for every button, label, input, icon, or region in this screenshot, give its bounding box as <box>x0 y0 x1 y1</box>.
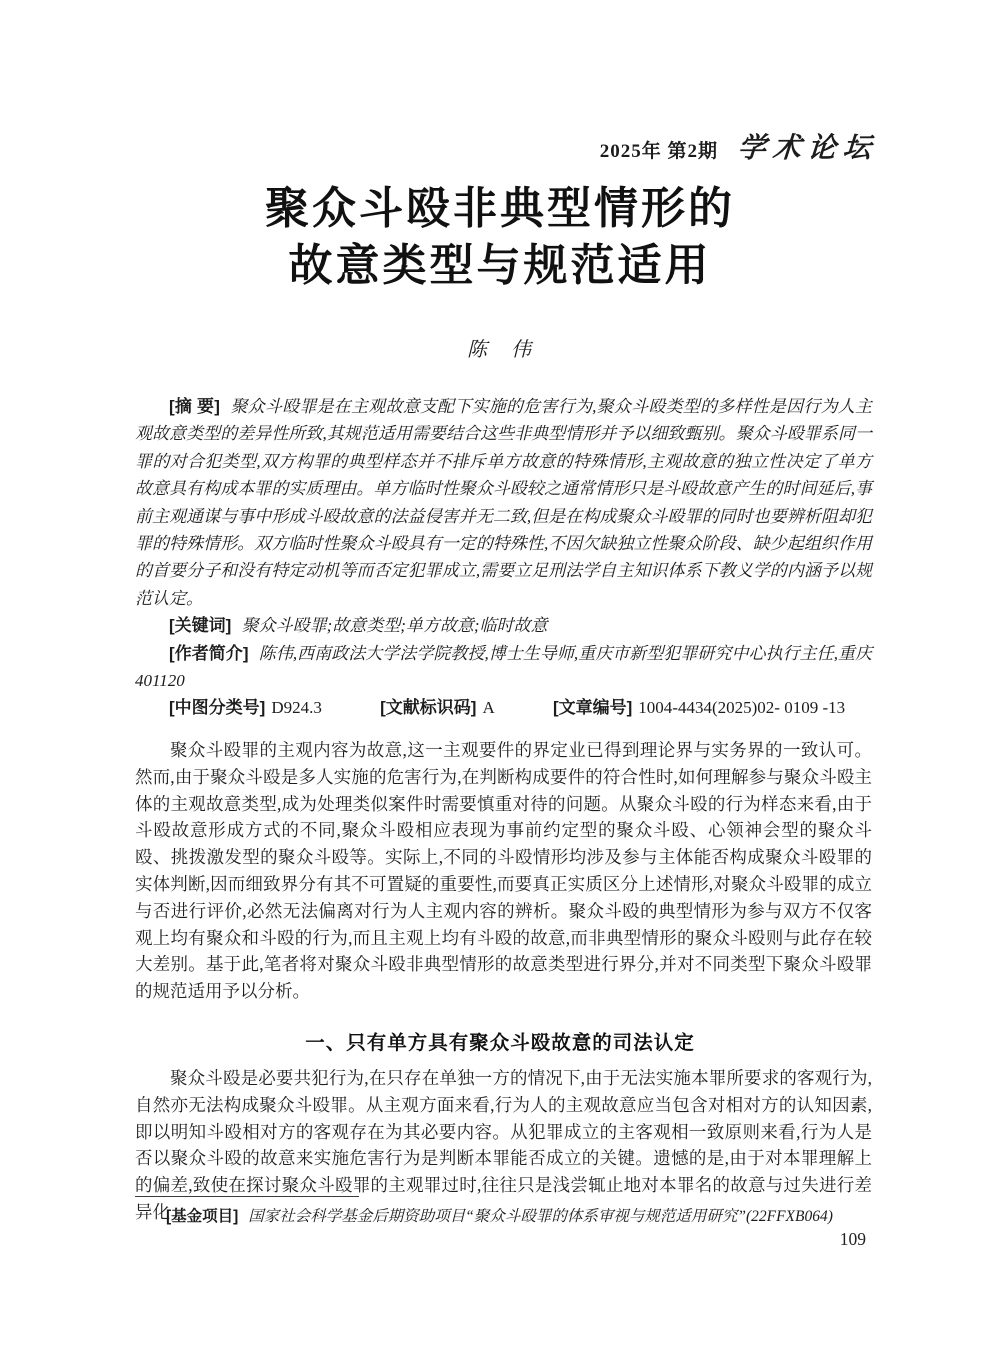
journal-name-calligraphy: 学术论坛 <box>736 133 879 164</box>
page-number: 109 <box>839 1229 866 1249</box>
issue-label: 2025年 第2期 <box>599 141 718 162</box>
body-paragraph-2: 聚众斗殴是必要共犯行为,在只存在单独一方的情况下,由于无法实施本罪所要求的客观行为,自然亦无法构成聚众斗殴罪。从主观方面来看,行为人的主观故意应当包含对相对方的认知因素,即以明知斗殴相对方的客观存在为其必要内容。从犯罪成立的主客观相一致原则来看,行为人是否以聚众斗殴的故意来实施危害行为是判断本罪能否成立的关键。遗憾的是,由于对本罪理解上的偏差,致使在探讨聚众斗殴罪的主观罪过时,往往只是浅尝辄止地对本罪名的故意与过失进行差异化 <box>135 1068 872 1222</box>
article-id-value: 1004-4434(2025)02- 0109 -13 <box>638 698 846 718</box>
abstract-paragraph <box>135 393 872 612</box>
fund-project-label: [基金项目] <box>166 1208 239 1225</box>
keywords-text: 聚众斗殴罪;故意类型;单方故意;临时故意 <box>241 616 548 636</box>
keywords-paragraph <box>135 612 872 639</box>
abstract-text: 聚众斗殴罪是在主观故意支配下实施的危害行为,聚众斗殴类型的多样性是因行为人主观故意类型的差异性所致,其规范适用需要结合这些非典型情形并予以细致甄别。聚众斗殴罪系同一罪的对合犯类型,双方构罪的典型样态并不排斥单方故意的特殊情形,主观故意的独立性决定了单方故意具有构成本罪的实质理由。单方临时性聚众斗殴较之通常情形只是斗殴故意产生的时间延后,事前主观通谋与事中形成斗殴故意的法益侵害并无二致,但是在构成聚众斗殴罪的同时也要辨析阻却犯罪的特殊情形。双方临时性聚众斗殴具有一定的特殊性,不因欠缺独立性聚众阶段、缺少起组织作用的首要分子和没有特定动机等而否定犯罪成立,需要立足刑法学自主知识体系下教义学的内涵予以规范认定。 <box>135 397 873 608</box>
article-title <box>0 180 1000 294</box>
clc-value: D924.3 <box>271 698 322 718</box>
fund-project-text: 国家社会科学基金后期资助项目“聚众斗殴罪的体系审视与规范适用研究”(22FFXB064) <box>248 1208 833 1225</box>
fund-project-note <box>135 1206 872 1228</box>
doc-code-value: A <box>482 698 495 718</box>
footnote-block <box>135 1196 872 1228</box>
meta-block <box>135 393 890 722</box>
article-title-line2: 故意类型与规范适用 <box>288 241 712 290</box>
section-heading-1: 一、只有单方具有聚众斗殴故意的司法认定 <box>305 1032 695 1054</box>
author-bio-text: 陈伟,西南政法大学法学院教授,博士生导师,重庆市新型犯罪研究中心执行主任,重庆 401120 <box>135 643 890 691</box>
footnote-divider <box>135 1196 359 1197</box>
doc-code-pair <box>380 698 495 717</box>
article-id-label: [文章编号] <box>552 698 633 718</box>
author-bio-paragraph <box>135 640 890 695</box>
journal-header <box>0 126 878 166</box>
keywords-label: [关键词] <box>169 616 232 636</box>
doc-code-label: [文献标识码] <box>380 698 477 718</box>
article-id-pair <box>553 698 845 717</box>
body-paragraph-1: 聚众斗殴罪的主观内容为故意,这一主观要件的界定业已得到理论界与实务界的一致认可。然而,由于聚众斗殴是多人实施的危害行为,在判断构成要件的符合性时,如何理解参与聚众斗殴主体的主观故意类型,成为处理类似案件时需要慎重对待的问题。从聚众斗殴的行为样态来看,由于斗殴故意形成方式的不同,聚众斗殴相应表现为事前约定型的聚众斗殴、心领神会型的聚众斗殴、挑拨激发型的聚众斗殴等。实际上,不同的斗殴情形均涉及参与主体能否构成聚众斗殴罪的实体判断,因而细致界分有其不可置疑的重要性,而要真正实质区分上述情形,对聚众斗殴罪的成立与否进行评价,必然无法偏离对行为人主观内容的辨析。聚众斗殴的典型情形为参与双方不仅客观上均有聚众和斗殴的行为,而且主观上均有斗殴的故意,而非典型情形的聚众斗殴则与此存在较大差别。基于此,笔者将对聚众斗殴非典型情形的故意类型进行界分,并对不同类型下聚众斗殴罪的规范适用予以分析。 <box>135 740 872 1002</box>
author-name: 陈 伟 <box>467 339 533 361</box>
clc-pair <box>169 698 322 717</box>
article-title-line1: 聚众斗殴非典型情形的 <box>265 184 735 233</box>
clc-label: [中图分类号] <box>169 698 266 718</box>
abstract-label: [摘 要] <box>169 397 220 416</box>
classification-line <box>135 694 872 721</box>
author-bio-label: [作者简介] <box>169 643 249 663</box>
